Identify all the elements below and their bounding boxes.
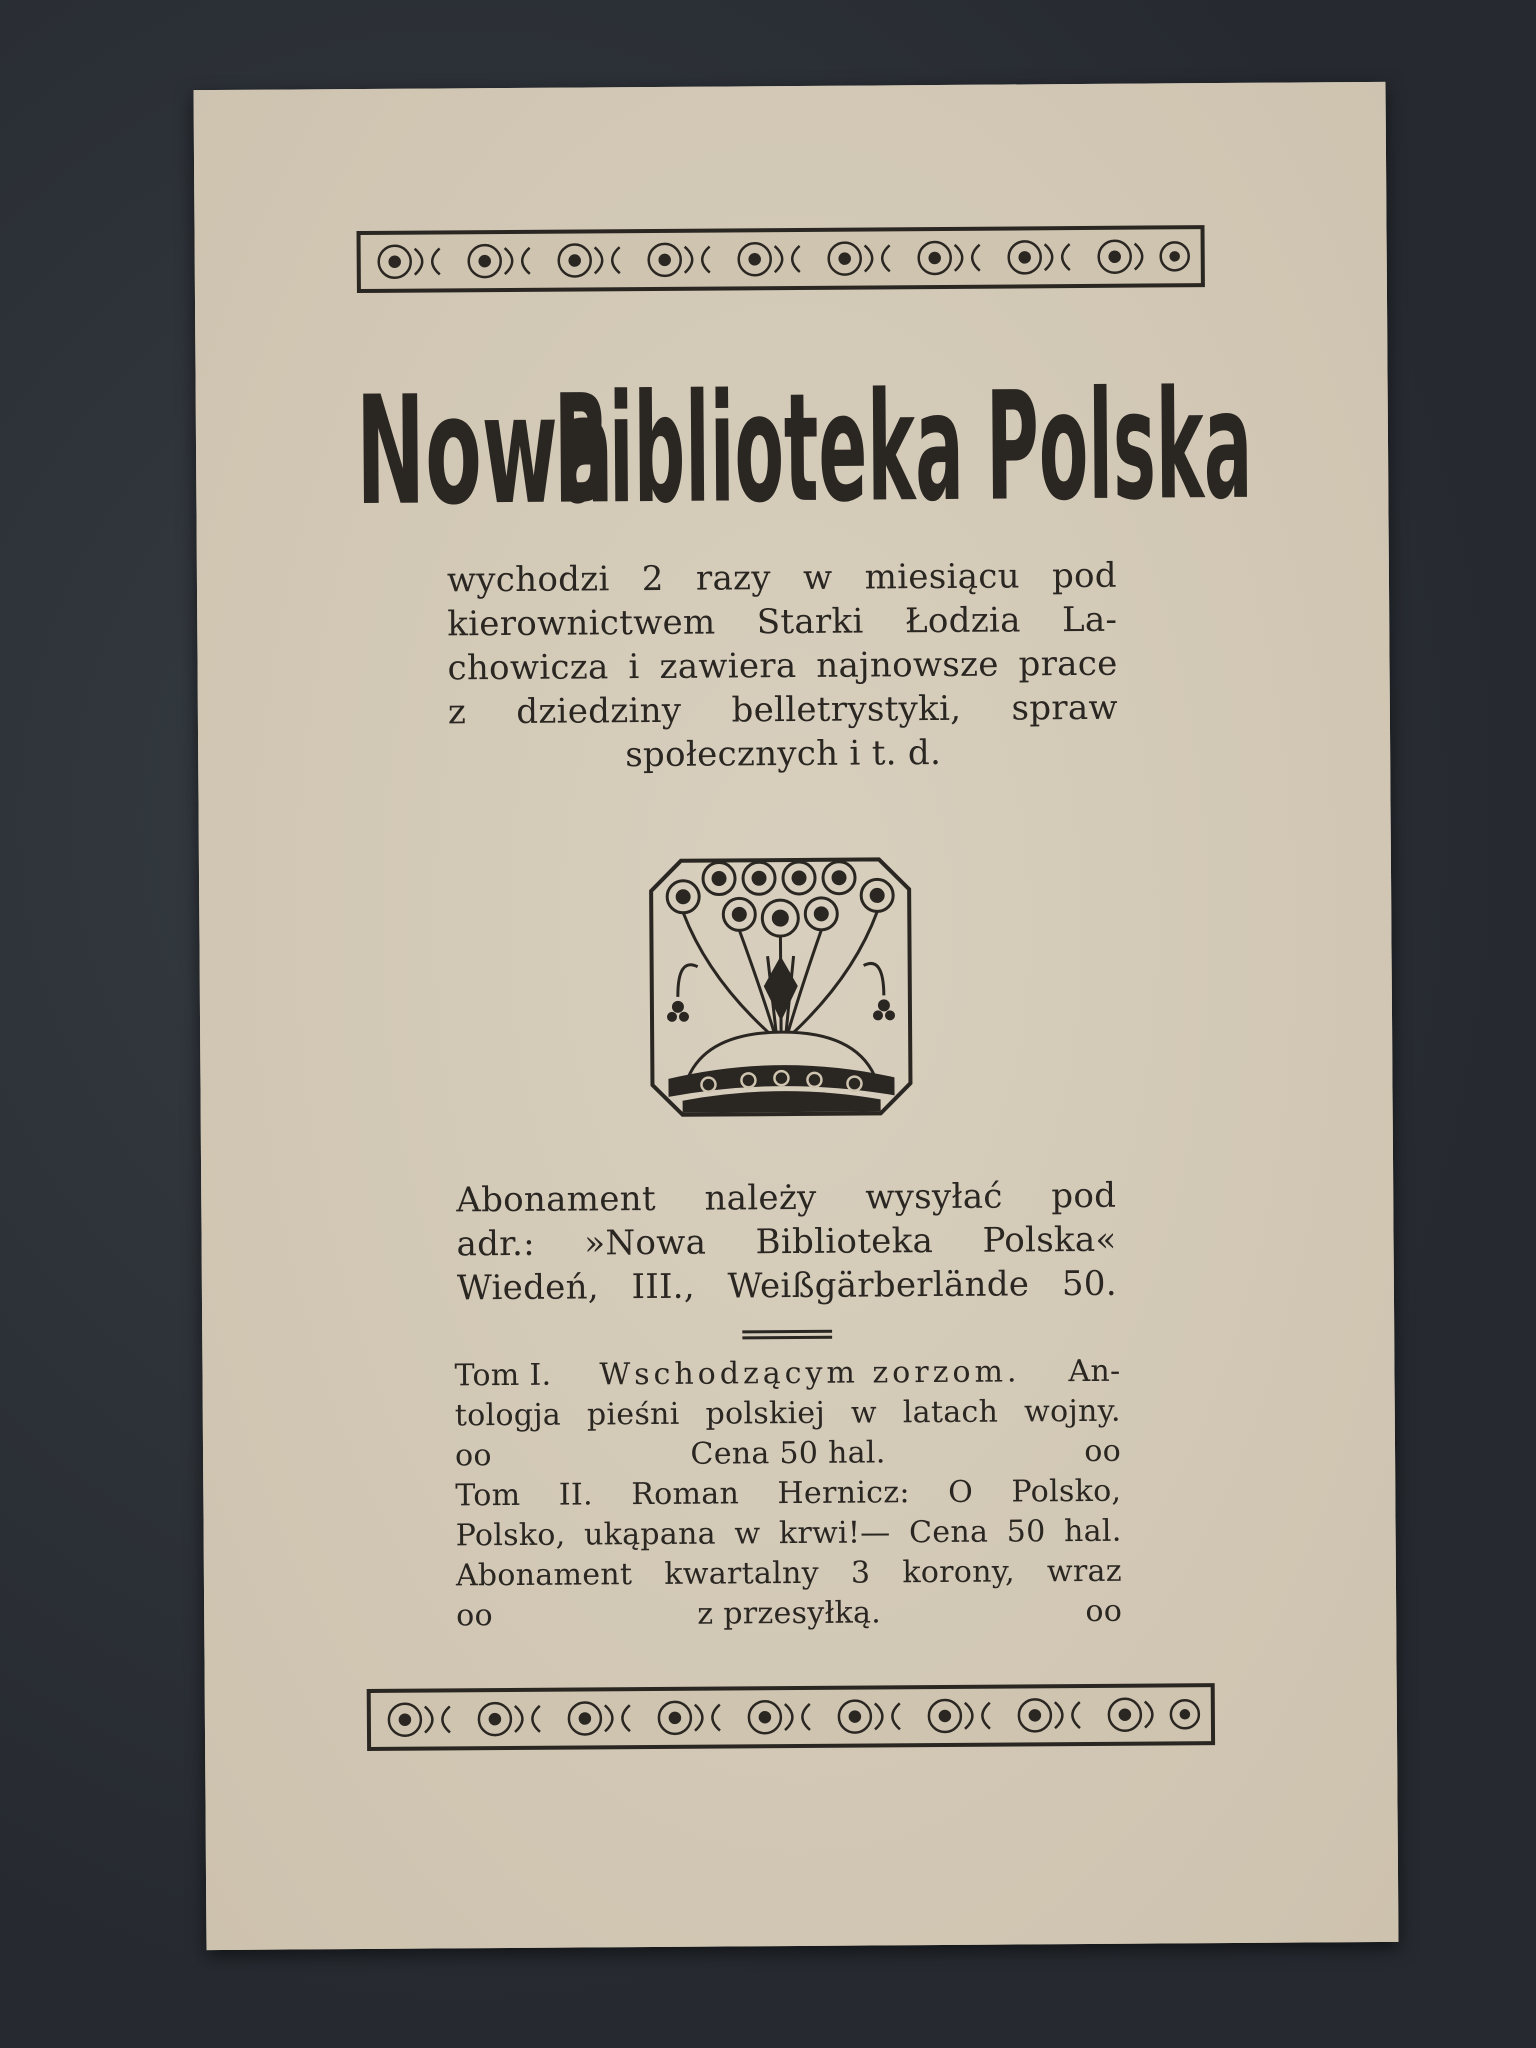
tom1-tail: An-: [1068, 1353, 1121, 1390]
ornament-mark: oo: [1085, 1593, 1123, 1629]
bottom-floral-border: [365, 1681, 1217, 1753]
ornament-mark: oo: [456, 1598, 494, 1634]
title-word-nowa: Nowa: [355, 363, 615, 540]
tom2-line2: Polsko, ukąpana w krwi!— Cena 50 hal.: [455, 1513, 1122, 1554]
title-word-polska: Polska: [985, 358, 1253, 535]
tom2-line1: Tom II. Roman Hernicz: O Polsko,: [455, 1473, 1122, 1514]
tom1-price-row: [455, 1432, 1121, 1477]
title-word-biblioteka: Biblioteka: [553, 360, 965, 538]
volumes-list: [454, 1352, 1122, 1637]
tom1-line1: [454, 1352, 1120, 1397]
quarterly-line2: z przesyłką.: [697, 1595, 882, 1632]
top-floral-border: [354, 223, 1206, 295]
quarterly-line1: Abonament kwartalny 3 korony, wraz: [455, 1553, 1123, 1594]
double-rule-icon: [742, 1329, 832, 1342]
floral-border-icon: [365, 1681, 1217, 1753]
divider: [742, 1326, 832, 1339]
intro-line: kierownictwem Starki Łodzia La-: [447, 599, 1118, 645]
booklet-page: [194, 82, 1399, 1950]
subscription-line: adr.: »Nowa Biblioteka Polska«: [456, 1219, 1117, 1265]
intro-line: wychodzi 2 razy w miesiącu pod: [446, 555, 1118, 601]
publication-title: [355, 331, 1253, 540]
intro-line: chowicza i zawiera najnowsze prace: [447, 643, 1118, 689]
flower-vase-icon: [647, 855, 915, 1119]
intro-paragraph: [447, 554, 1119, 779]
intro-line: z dziedziny belletrystyki, spraw: [447, 687, 1118, 733]
tom1-price: Cena 50 hal.: [690, 1435, 886, 1472]
ornament-mark: oo: [1084, 1433, 1122, 1469]
subscription-line: Abonament należy wysyłać pod: [456, 1175, 1117, 1221]
subscription-paragraph: [456, 1174, 1117, 1311]
intro-line: społecznych i t. d.: [625, 732, 942, 776]
quarterly-row: [456, 1592, 1122, 1637]
subscription-line: Wiedeń, III., Weißgärberlände 50.: [456, 1263, 1118, 1309]
tom1-title: Wschodzącym zorzom.: [599, 1354, 1021, 1393]
ornament-mark: oo: [454, 1438, 492, 1474]
tom1-line2: tologja pieśni polskiej w latach wojny.: [454, 1393, 1121, 1434]
floral-border-icon: [354, 223, 1206, 295]
flower-vase-emblem: [647, 855, 915, 1119]
tom1-label: Tom I.: [454, 1357, 552, 1394]
